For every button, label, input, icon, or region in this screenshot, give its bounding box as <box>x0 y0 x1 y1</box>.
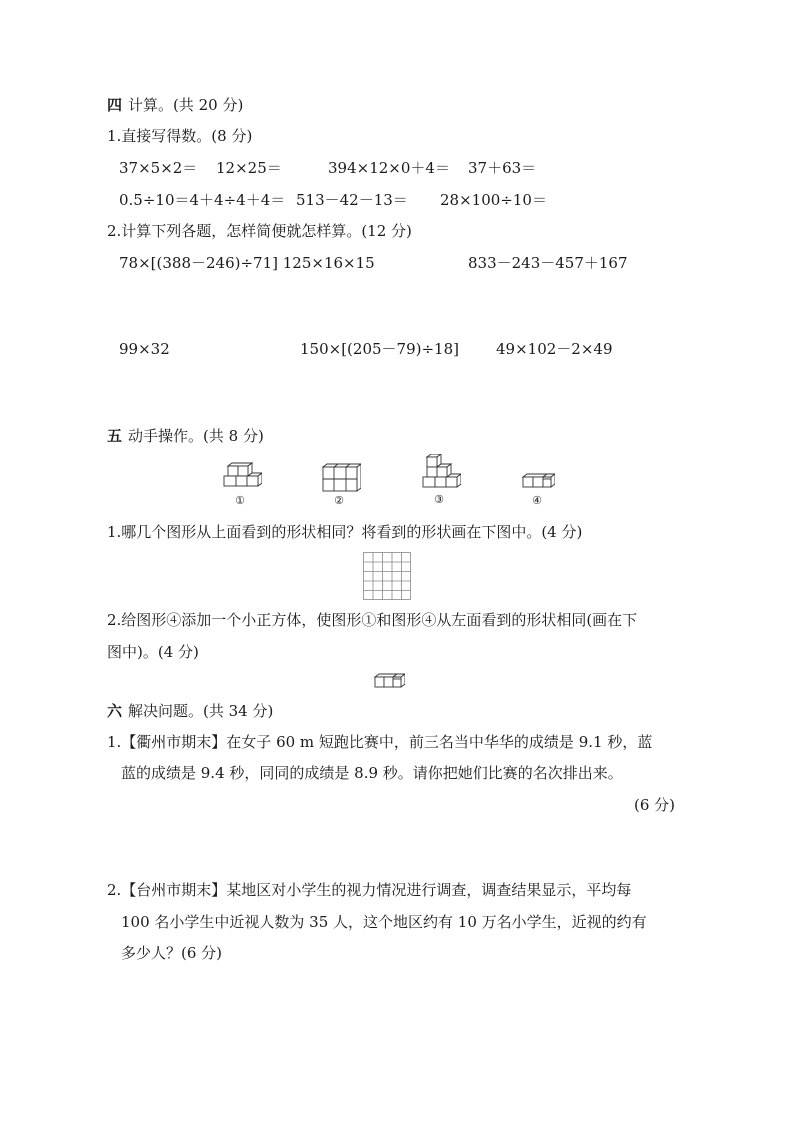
cube-figure-2 <box>321 463 361 507</box>
cube-stack-4-drawing <box>521 473 555 491</box>
figure-label-3: ③ <box>434 493 444 506</box>
calc-item: 12×25＝ <box>216 159 282 177</box>
drawing-grid-lines <box>363 552 411 600</box>
cube-stack-answer-drawing <box>373 673 405 689</box>
calc-item: 0.5÷10＝4＋4÷4＋4＝ <box>119 191 286 209</box>
cube-figure-answer <box>373 673 405 689</box>
question-6-2-line-2: 100 名小学生中近视人数为 35 人，这个地区约有 10 万名小学生，近视的约有 <box>121 913 647 931</box>
section-6-heading <box>107 702 273 720</box>
calc-item: 37＋63＝ <box>468 159 537 177</box>
section-6-number: 六 <box>107 702 123 720</box>
calc-item: 394×12×0＋4＝ <box>328 159 450 177</box>
figure-label-1: ① <box>235 494 245 507</box>
calc-item: 99×32 <box>119 340 170 358</box>
section-4-heading <box>107 96 243 114</box>
calc-item: 513－42－13＝ <box>296 191 408 209</box>
calc-item: 78×[(388－246)÷71] 125×16×15 <box>119 254 375 272</box>
cube-figure-3 <box>421 454 461 506</box>
calc-item: 28×100÷10＝ <box>440 191 547 209</box>
cube-stack-1-drawing <box>222 462 262 494</box>
cube-stack-3-drawing <box>421 454 461 494</box>
drawing-grid <box>363 552 411 600</box>
calc-item: 833－243－457＋167 <box>468 254 628 272</box>
section-4-number: 四 <box>107 96 123 114</box>
figure-label-4: ④ <box>532 494 542 507</box>
cube-figure-4 <box>521 473 555 507</box>
calc-item: 37×5×2＝ <box>119 159 198 177</box>
question-5-2-line-2: 图中)。(4 分) <box>107 643 199 661</box>
section-5-title: 动手操作。(共 8 分) <box>128 427 264 445</box>
cube-stack-2-drawing <box>321 463 361 495</box>
calc-item: 150×[(205－79)÷18] <box>300 340 459 358</box>
question-6-1-line-2: 蓝的成绩是 9.4 秒，同同的成绩是 8.9 秒。请你把她们比赛的名次排出来。 <box>121 764 623 782</box>
question-5-1: 1.哪几个图形从上面看到的形状相同？将看到的形状画在下图中。(4 分) <box>107 523 583 541</box>
section-6-title: 解决问题。(共 34 分) <box>128 702 274 720</box>
question-6-2-line-3: 多少人？(6 分) <box>121 944 223 962</box>
calc-item: 49×102－2×49 <box>496 340 613 358</box>
section-5-heading <box>107 427 264 445</box>
figure-label-2: ② <box>334 494 344 507</box>
question-6-1-score: (6 分) <box>634 796 676 814</box>
question-4-1-title: 1.直接写得数。(8 分) <box>107 127 253 145</box>
question-6-2-line-1: 2.【台州市期末】某地区对小学生的视力情况进行调查，调查结果显示，平均每 <box>107 881 632 899</box>
question-6-1-line-1: 1.【衢州市期末】在女子 60 m 短跑比赛中，前三名当中华华的成绩是 9.1 秒，蓝 <box>107 733 653 751</box>
section-5-number: 五 <box>107 427 123 445</box>
cube-figure-1 <box>222 462 262 507</box>
question-5-2-line-1: 2.给图形④添加一个小正方体，使图形①和图形④从左面看到的形状相同(画在下 <box>107 611 638 629</box>
section-4-title: 计算。(共 20 分) <box>128 96 244 114</box>
question-4-2-title: 2.计算下列各题，怎样简便就怎样算。(12 分) <box>107 222 412 240</box>
